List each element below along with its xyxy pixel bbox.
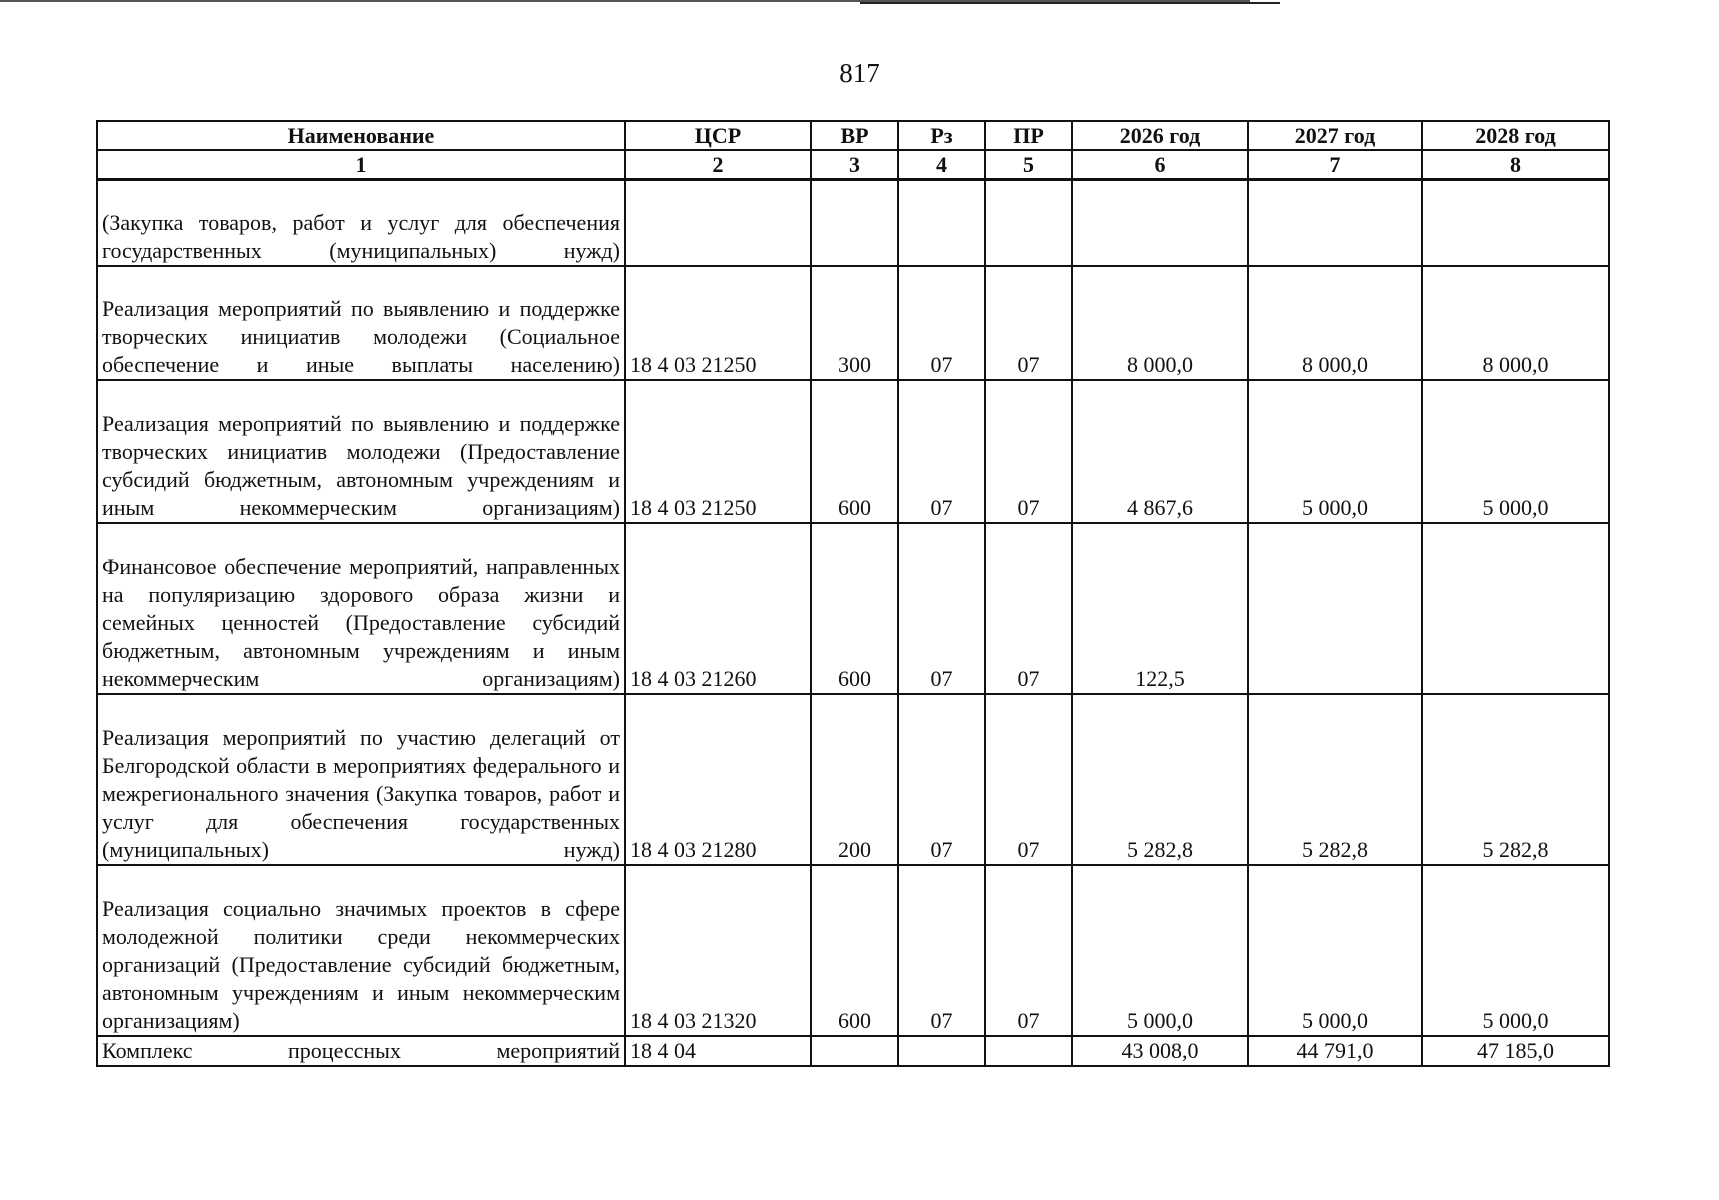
header-2028: 2028 год (1422, 121, 1609, 150)
header-name: Наименование (97, 121, 625, 150)
row-2026: 4 867,6 (1072, 380, 1248, 523)
row-rz: 07 (898, 380, 985, 523)
row-2027: 5 282,8 (1248, 694, 1422, 865)
row-2026 (1072, 180, 1248, 266)
header-pr: ПР (985, 121, 1072, 150)
row-csr: 18 4 03 21280 (625, 694, 811, 865)
row-rz: 07 (898, 694, 985, 865)
row-csr: 18 4 03 21250 (625, 266, 811, 380)
row-pr: 07 (985, 865, 1072, 1036)
column-number: 5 (985, 150, 1072, 180)
table-row (97, 380, 1609, 523)
row-csr: 18 4 03 21320 (625, 865, 811, 1036)
row-vr (811, 180, 898, 266)
header-2027: 2027 год (1248, 121, 1422, 150)
table-row (97, 180, 1609, 266)
header-vr: ВР (811, 121, 898, 150)
column-number: 8 (1422, 150, 1609, 180)
row-vr: 300 (811, 266, 898, 380)
row-pr (985, 180, 1072, 266)
row-2026: 5 282,8 (1072, 694, 1248, 865)
row-pr (985, 1036, 1072, 1066)
row-vr (811, 1036, 898, 1066)
row-name: Реализация мероприятий по выявлению и поддержке творческих инициатив молодежи (Предоставление субсидий бюджетным, автономным учреждениям и иным некоммерческим организациям) (97, 380, 625, 523)
table-row (97, 523, 1609, 694)
row-name: Реализация мероприятий по участию делегаций от Белгородской области в мероприятиях федерального и межрегионального значения (Закупка товаров, работ и услуг для обеспечения государственных (муниципальных) нужд) (97, 694, 625, 865)
column-number: 4 (898, 150, 985, 180)
table-row (97, 1036, 1609, 1066)
row-2026: 5 000,0 (1072, 865, 1248, 1036)
row-vr: 600 (811, 380, 898, 523)
row-vr: 600 (811, 865, 898, 1036)
header-rz: Рз (898, 121, 985, 150)
row-2026: 8 000,0 (1072, 266, 1248, 380)
column-number-row (97, 150, 1609, 180)
row-2027: 5 000,0 (1248, 380, 1422, 523)
table-row (97, 865, 1609, 1036)
row-csr: 18 4 03 21250 (625, 380, 811, 523)
column-number: 2 (625, 150, 811, 180)
row-2028: 47 185,0 (1422, 1036, 1609, 1066)
row-name: Реализация социально значимых проектов в сфере молодежной политики среди некоммерческих организаций (Предоставление субсидий бюджетным, автономным учреждениям и иным некоммерческим организациям) (97, 865, 625, 1036)
row-pr: 07 (985, 266, 1072, 380)
row-2028: 5 000,0 (1422, 865, 1609, 1036)
row-2027: 5 000,0 (1248, 865, 1422, 1036)
row-rz: 07 (898, 266, 985, 380)
row-rz (898, 1036, 985, 1066)
row-2028 (1422, 523, 1609, 694)
row-vr: 600 (811, 523, 898, 694)
row-vr: 200 (811, 694, 898, 865)
row-2027: 8 000,0 (1248, 266, 1422, 380)
row-2028: 8 000,0 (1422, 266, 1609, 380)
column-number: 3 (811, 150, 898, 180)
row-rz: 07 (898, 865, 985, 1036)
row-2027: 44 791,0 (1248, 1036, 1422, 1066)
header-2026: 2026 год (1072, 121, 1248, 150)
row-rz: 07 (898, 523, 985, 694)
table-row (97, 694, 1609, 865)
row-pr: 07 (985, 694, 1072, 865)
row-name: (Закупка товаров, работ и услуг для обеспечения государственных (муниципальных) нужд) (97, 180, 625, 266)
row-csr (625, 180, 811, 266)
header-row (97, 121, 1609, 150)
row-2028: 5 000,0 (1422, 380, 1609, 523)
header-csr: ЦСР (625, 121, 811, 150)
row-2027 (1248, 523, 1422, 694)
page-number: 817 (839, 58, 880, 88)
row-2027 (1248, 180, 1422, 266)
row-csr: 18 4 03 21260 (625, 523, 811, 694)
row-2028 (1422, 180, 1609, 266)
row-2026: 122,5 (1072, 523, 1248, 694)
row-csr: 18 4 04 (625, 1036, 811, 1066)
column-number: 6 (1072, 150, 1248, 180)
row-2028: 5 282,8 (1422, 694, 1609, 865)
scan-top-border-dark (860, 2, 1280, 4)
column-number: 1 (97, 150, 625, 180)
row-pr: 07 (985, 523, 1072, 694)
budget-table (96, 120, 1610, 1067)
row-pr: 07 (985, 380, 1072, 523)
row-2026: 43 008,0 (1072, 1036, 1248, 1066)
column-number: 7 (1248, 150, 1422, 180)
row-name: Комплекс процессных мероприятий (97, 1036, 625, 1066)
table-row (97, 266, 1609, 380)
row-name: Реализация мероприятий по выявлению и поддержке творческих инициатив молодежи (Социальное обеспечение и иные выплаты населению) (97, 266, 625, 380)
row-rz (898, 180, 985, 266)
row-name: Финансовое обеспечение мероприятий, направленных на популяризацию здорового образа жизни и семейных ценностей (Предоставление субсидий бюджетным, автономным учреждениям и иным некоммерческим организациям) (97, 523, 625, 694)
